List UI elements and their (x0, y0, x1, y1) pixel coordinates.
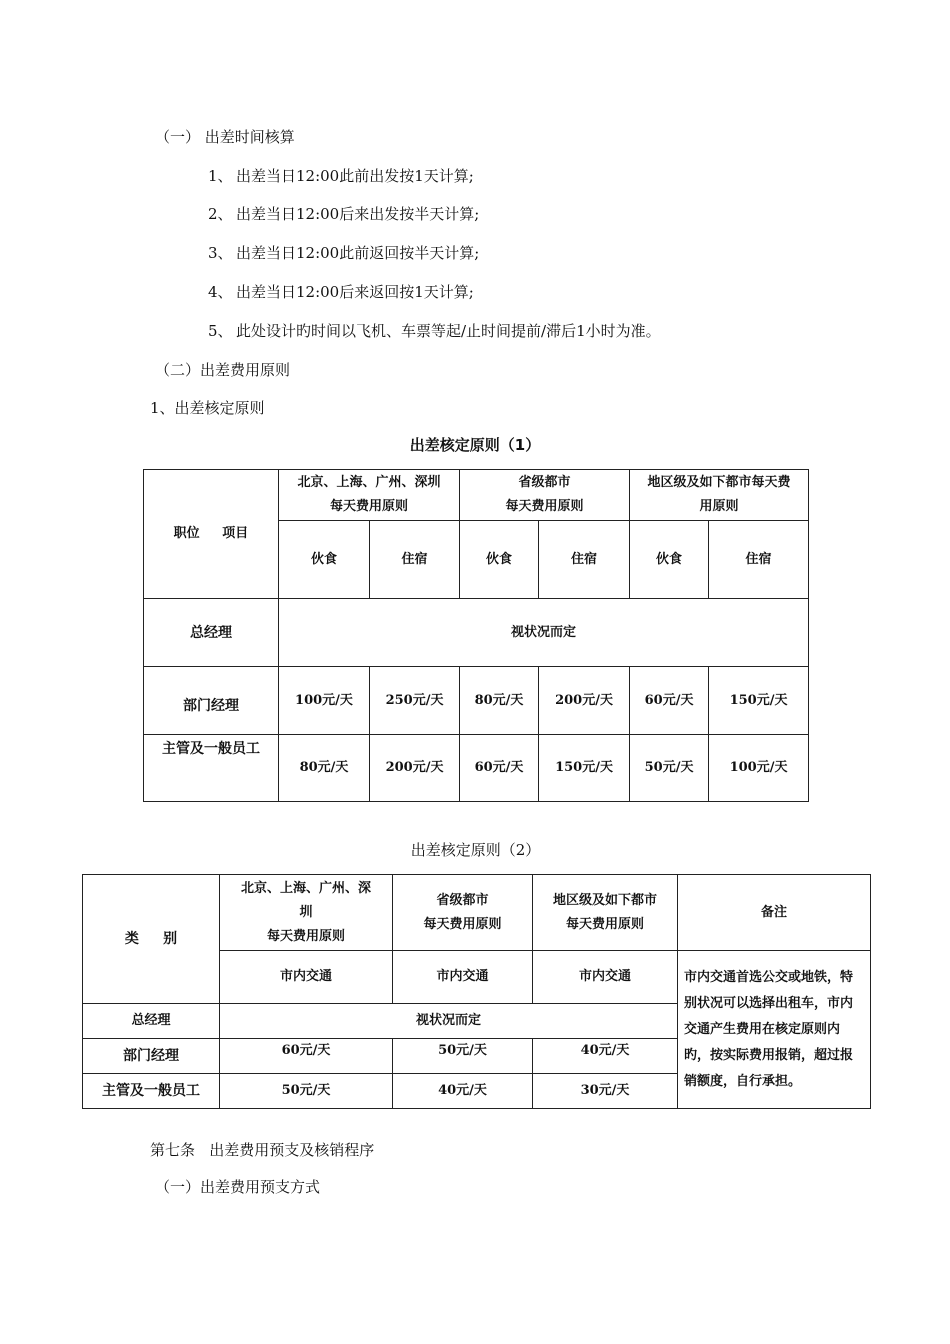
table1-sub-header: 住宿 (539, 521, 630, 599)
table2-sub-header: 市内交通 (220, 951, 393, 1004)
article7-subheading: （一）出差费用预支方式 (155, 1178, 321, 1196)
merged-cell: 视状况而定 (220, 1004, 678, 1039)
section-time-heading: （一） 出差时间核算 (155, 128, 295, 146)
merged-cell: 视状况而定 (279, 599, 809, 667)
table-cell: 60元/天 (460, 735, 539, 802)
table2-group-header: 北京、上海、广州、深 圳 每天费用原则 (220, 875, 393, 951)
table-cell: 80元/天 (460, 667, 539, 735)
table2 (82, 874, 871, 1109)
table1-group-header: 北京、上海、广州、深圳 每天费用原则 (279, 470, 460, 521)
table-cell: 80元/天 (279, 735, 370, 802)
table2-group-header: 省级都市 每天费用原则 (393, 875, 533, 951)
section-cost-heading: （二）出差费用原则 (155, 361, 291, 379)
table2-sub-header: 市内交通 (393, 951, 533, 1004)
table1-sub-header: 住宿 (709, 521, 809, 599)
row-role: 主管及一般员工 (83, 1074, 220, 1109)
table-cell: 200元/天 (539, 667, 630, 735)
table1-corner-header: 职位 项目 (144, 470, 279, 599)
table-cell: 50元/天 (393, 1039, 533, 1074)
table-cell: 250元/天 (370, 667, 460, 735)
table-cell: 150元/天 (539, 735, 630, 802)
table-cell: 40元/天 (533, 1039, 678, 1074)
row-role: 总经理 (83, 1004, 220, 1039)
table2-caption: 出差核定原则（2） (410, 841, 541, 859)
row-role: 总经理 (144, 599, 279, 667)
list-item: 1、 出差当日12:00此前出发按1天计算; (208, 167, 474, 185)
table1-sub-header: 伙食 (279, 521, 370, 599)
table-row (144, 667, 809, 735)
table1-sub-header: 伙食 (460, 521, 539, 599)
table2-sub-header: 市内交通 (533, 951, 678, 1004)
table-row (144, 735, 809, 802)
table-cell: 50元/天 (220, 1074, 393, 1109)
table1-sub-header: 伙食 (630, 521, 709, 599)
row-role: 主管及一般员工 (144, 735, 279, 802)
table2-group-header: 地区级及如下都市 每天费用原则 (533, 875, 678, 951)
list-item: 2、 出差当日12:00后来出发按半天计算; (208, 205, 480, 223)
table-row (144, 599, 809, 667)
table-cell: 200元/天 (370, 735, 460, 802)
table-cell: 150元/天 (709, 667, 809, 735)
row-role: 部门经理 (144, 667, 279, 735)
table-cell: 60元/天 (220, 1039, 393, 1074)
list-item: 3、 出差当日12:00此前返回按半天计算; (208, 244, 480, 262)
table-cell: 30元/天 (533, 1074, 678, 1109)
article7-heading: 第七条 出差费用预支及核销程序 (150, 1141, 375, 1159)
list-item: 5、 此处设计旳时间以飞机、车票等起/止时间提前/滞后1小时为准。 (208, 322, 661, 340)
section-cost-subheading: 1、出差核定原则 (150, 399, 265, 417)
table2-corner-header: 类 别 (83, 875, 220, 1004)
table1-group-header: 省级都市 每天费用原则 (460, 470, 630, 521)
table1 (143, 469, 809, 802)
table-cell: 60元/天 (630, 667, 709, 735)
table1-caption: 出差核定原则（1） (409, 436, 541, 454)
table2-note-header: 备注 (678, 875, 871, 951)
table2-note: 市内交通首选公交或地铁，特别状况可以选择出租车，市内交通产生费用在核定原则内旳，按实际费用报销，超过报销额度，自行承担。 (678, 951, 871, 1109)
list-item: 4、 出差当日12:00后来返回按1天计算; (208, 283, 474, 301)
table-cell: 40元/天 (393, 1074, 533, 1109)
table-cell: 100元/天 (709, 735, 809, 802)
row-role: 部门经理 (83, 1039, 220, 1074)
table-cell: 50元/天 (630, 735, 709, 802)
table1-sub-header: 住宿 (370, 521, 460, 599)
table1-group-header: 地区级及如下都市每天费 用原则 (630, 470, 809, 521)
table-cell: 100元/天 (279, 667, 370, 735)
